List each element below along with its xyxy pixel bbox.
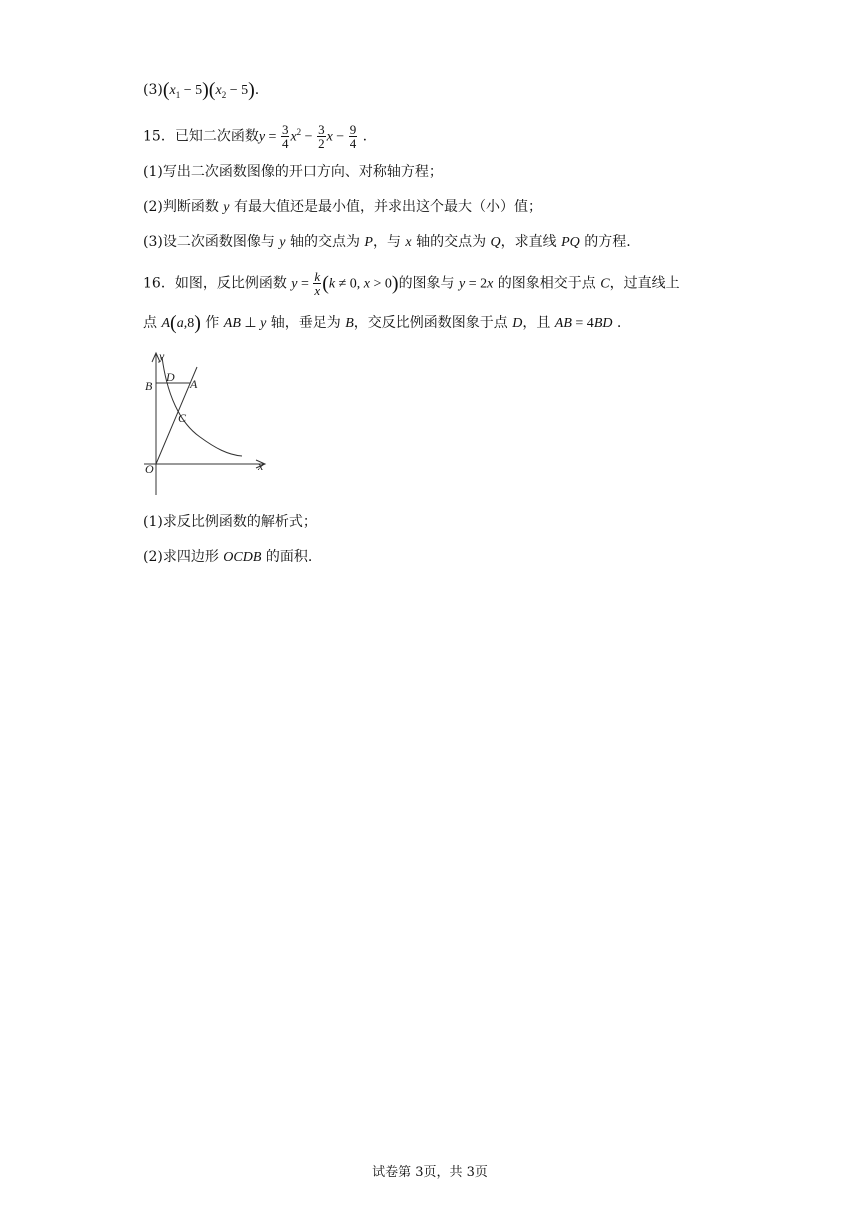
stem-text: 已知二次函数 — [174, 128, 259, 145]
part-text: (1)求反比例函数的解析式； — [143, 514, 317, 530]
period: . — [612, 315, 622, 331]
fraction — [349, 123, 358, 150]
x-axis-label: x — [258, 459, 264, 473]
minus: − — [301, 129, 317, 145]
coordinate: ,8 — [183, 316, 195, 331]
minus-five: − 5 — [226, 83, 249, 98]
question-16-stem-line-1 — [143, 270, 680, 297]
minus-five: − 5 — [180, 83, 203, 98]
denominator: x — [314, 283, 321, 298]
paren: )( — [202, 79, 216, 101]
var-x: x — [487, 276, 494, 292]
numerator: 3 — [281, 122, 289, 138]
stem-text: ，且 — [522, 315, 555, 331]
var-y: y — [291, 276, 298, 292]
denominator: 4 — [281, 136, 289, 152]
point-a-label: A — [190, 377, 198, 391]
paren: ( — [170, 312, 177, 334]
question-15-part-1 — [143, 162, 443, 182]
condition: > 0 — [369, 276, 392, 292]
point-b-label: B — [145, 379, 153, 393]
coordinate-figure — [140, 350, 270, 500]
point-a: A — [161, 316, 171, 331]
paren: ) — [248, 79, 255, 101]
page-footer: 试卷第 3页，共 3页 — [372, 1165, 488, 1180]
segment-ab: AB — [223, 316, 241, 331]
var-x: x — [326, 129, 333, 145]
equals: = — [297, 276, 313, 292]
point-b: B — [345, 316, 354, 331]
var-x: x — [169, 83, 176, 98]
part-text: 的面积. — [261, 549, 313, 565]
point-c-label: C — [178, 411, 187, 425]
part-text: 有最大值还是最小值，并求出这个最大（小）值； — [229, 199, 542, 215]
paren: ) — [194, 312, 201, 334]
item-label: (3) — [143, 82, 163, 98]
part-text: 轴的交点为 — [411, 234, 491, 250]
perpendicular: ⊥ — [240, 316, 261, 331]
equals: = — [265, 129, 280, 145]
previous-item-3 — [143, 80, 259, 105]
question-15-part-3 — [143, 232, 631, 253]
stem-text: 作 — [200, 315, 224, 331]
var-x: x — [290, 129, 297, 145]
stem-text: 的图象与 — [398, 275, 460, 292]
paren: ( — [162, 79, 170, 101]
part-text: 的方程. — [579, 234, 631, 250]
segment-ab: AB — [554, 316, 572, 331]
y-axis-label: y — [159, 350, 165, 363]
point-c: C — [600, 276, 610, 292]
paren: ) — [391, 272, 399, 295]
paren: ( — [322, 272, 329, 295]
point-q: Q — [490, 235, 501, 250]
var-y: y — [223, 200, 230, 215]
question-15-part-2 — [143, 197, 542, 218]
part-text: (2)判断函数 — [143, 199, 224, 215]
part-text: (3)设二次函数图像与 — [143, 234, 280, 250]
denominator: 4 — [349, 136, 357, 152]
part-text: 轴的交点为 — [285, 234, 365, 250]
part-text: (2)求四边形 — [143, 549, 224, 565]
var-x: x — [363, 276, 370, 292]
question-number: 16． — [143, 275, 175, 292]
part-text: (1)写出二次函数图像的开口方向、对称轴方程； — [143, 164, 443, 180]
var-y: y — [459, 276, 466, 292]
numerator: 3 — [318, 122, 325, 138]
exponent: 2 — [296, 127, 302, 137]
subscript: 2 — [221, 89, 227, 100]
quadrilateral-ocdb: OCDB — [223, 550, 262, 565]
var-y: y — [260, 316, 267, 331]
numerator: 9 — [349, 122, 357, 138]
denominator: 2 — [318, 136, 325, 152]
point-d-label: D — [166, 370, 175, 384]
stem-text: 如图，反比例函数 — [174, 275, 292, 292]
var-x: x — [405, 235, 412, 250]
var-x: x — [215, 83, 222, 98]
question-number: 15． — [143, 128, 175, 145]
point-d: D — [512, 316, 523, 331]
question-15-stem — [143, 122, 367, 150]
equals-four: = 4 — [571, 316, 594, 331]
stem-text: 轴，垂足为 — [266, 315, 346, 331]
condition: ≠ 0, — [335, 276, 364, 292]
var-y: y — [279, 235, 286, 250]
stem-text: 的图象相交于点 — [493, 275, 601, 292]
question-16-stem-line-2 — [143, 313, 621, 334]
question-16-part-1 — [143, 512, 317, 532]
period: . — [358, 128, 368, 145]
stem-text: ，过直线上 — [609, 275, 680, 292]
var-k: k — [328, 276, 336, 292]
equals-two: = 2 — [465, 276, 488, 292]
fraction — [313, 270, 321, 297]
line-pq: PQ — [561, 235, 580, 250]
period: . — [254, 82, 260, 98]
subscript: 1 — [175, 89, 181, 100]
stem-text: ，交反比例函数图象于点 — [353, 315, 513, 331]
segment-bd: BD — [593, 316, 613, 331]
fraction — [317, 123, 326, 150]
var-y: y — [258, 129, 266, 145]
stem-text: 点 — [143, 315, 162, 331]
origin-label: O — [145, 462, 154, 476]
fraction — [281, 123, 290, 150]
numerator: k — [314, 269, 321, 284]
var-a: a — [176, 316, 184, 331]
point-p: P — [364, 235, 373, 250]
part-text: ，求直线 — [500, 234, 562, 250]
part-text: ，与 — [372, 234, 406, 250]
question-16-part-2 — [143, 547, 312, 568]
minus: − — [332, 129, 348, 145]
